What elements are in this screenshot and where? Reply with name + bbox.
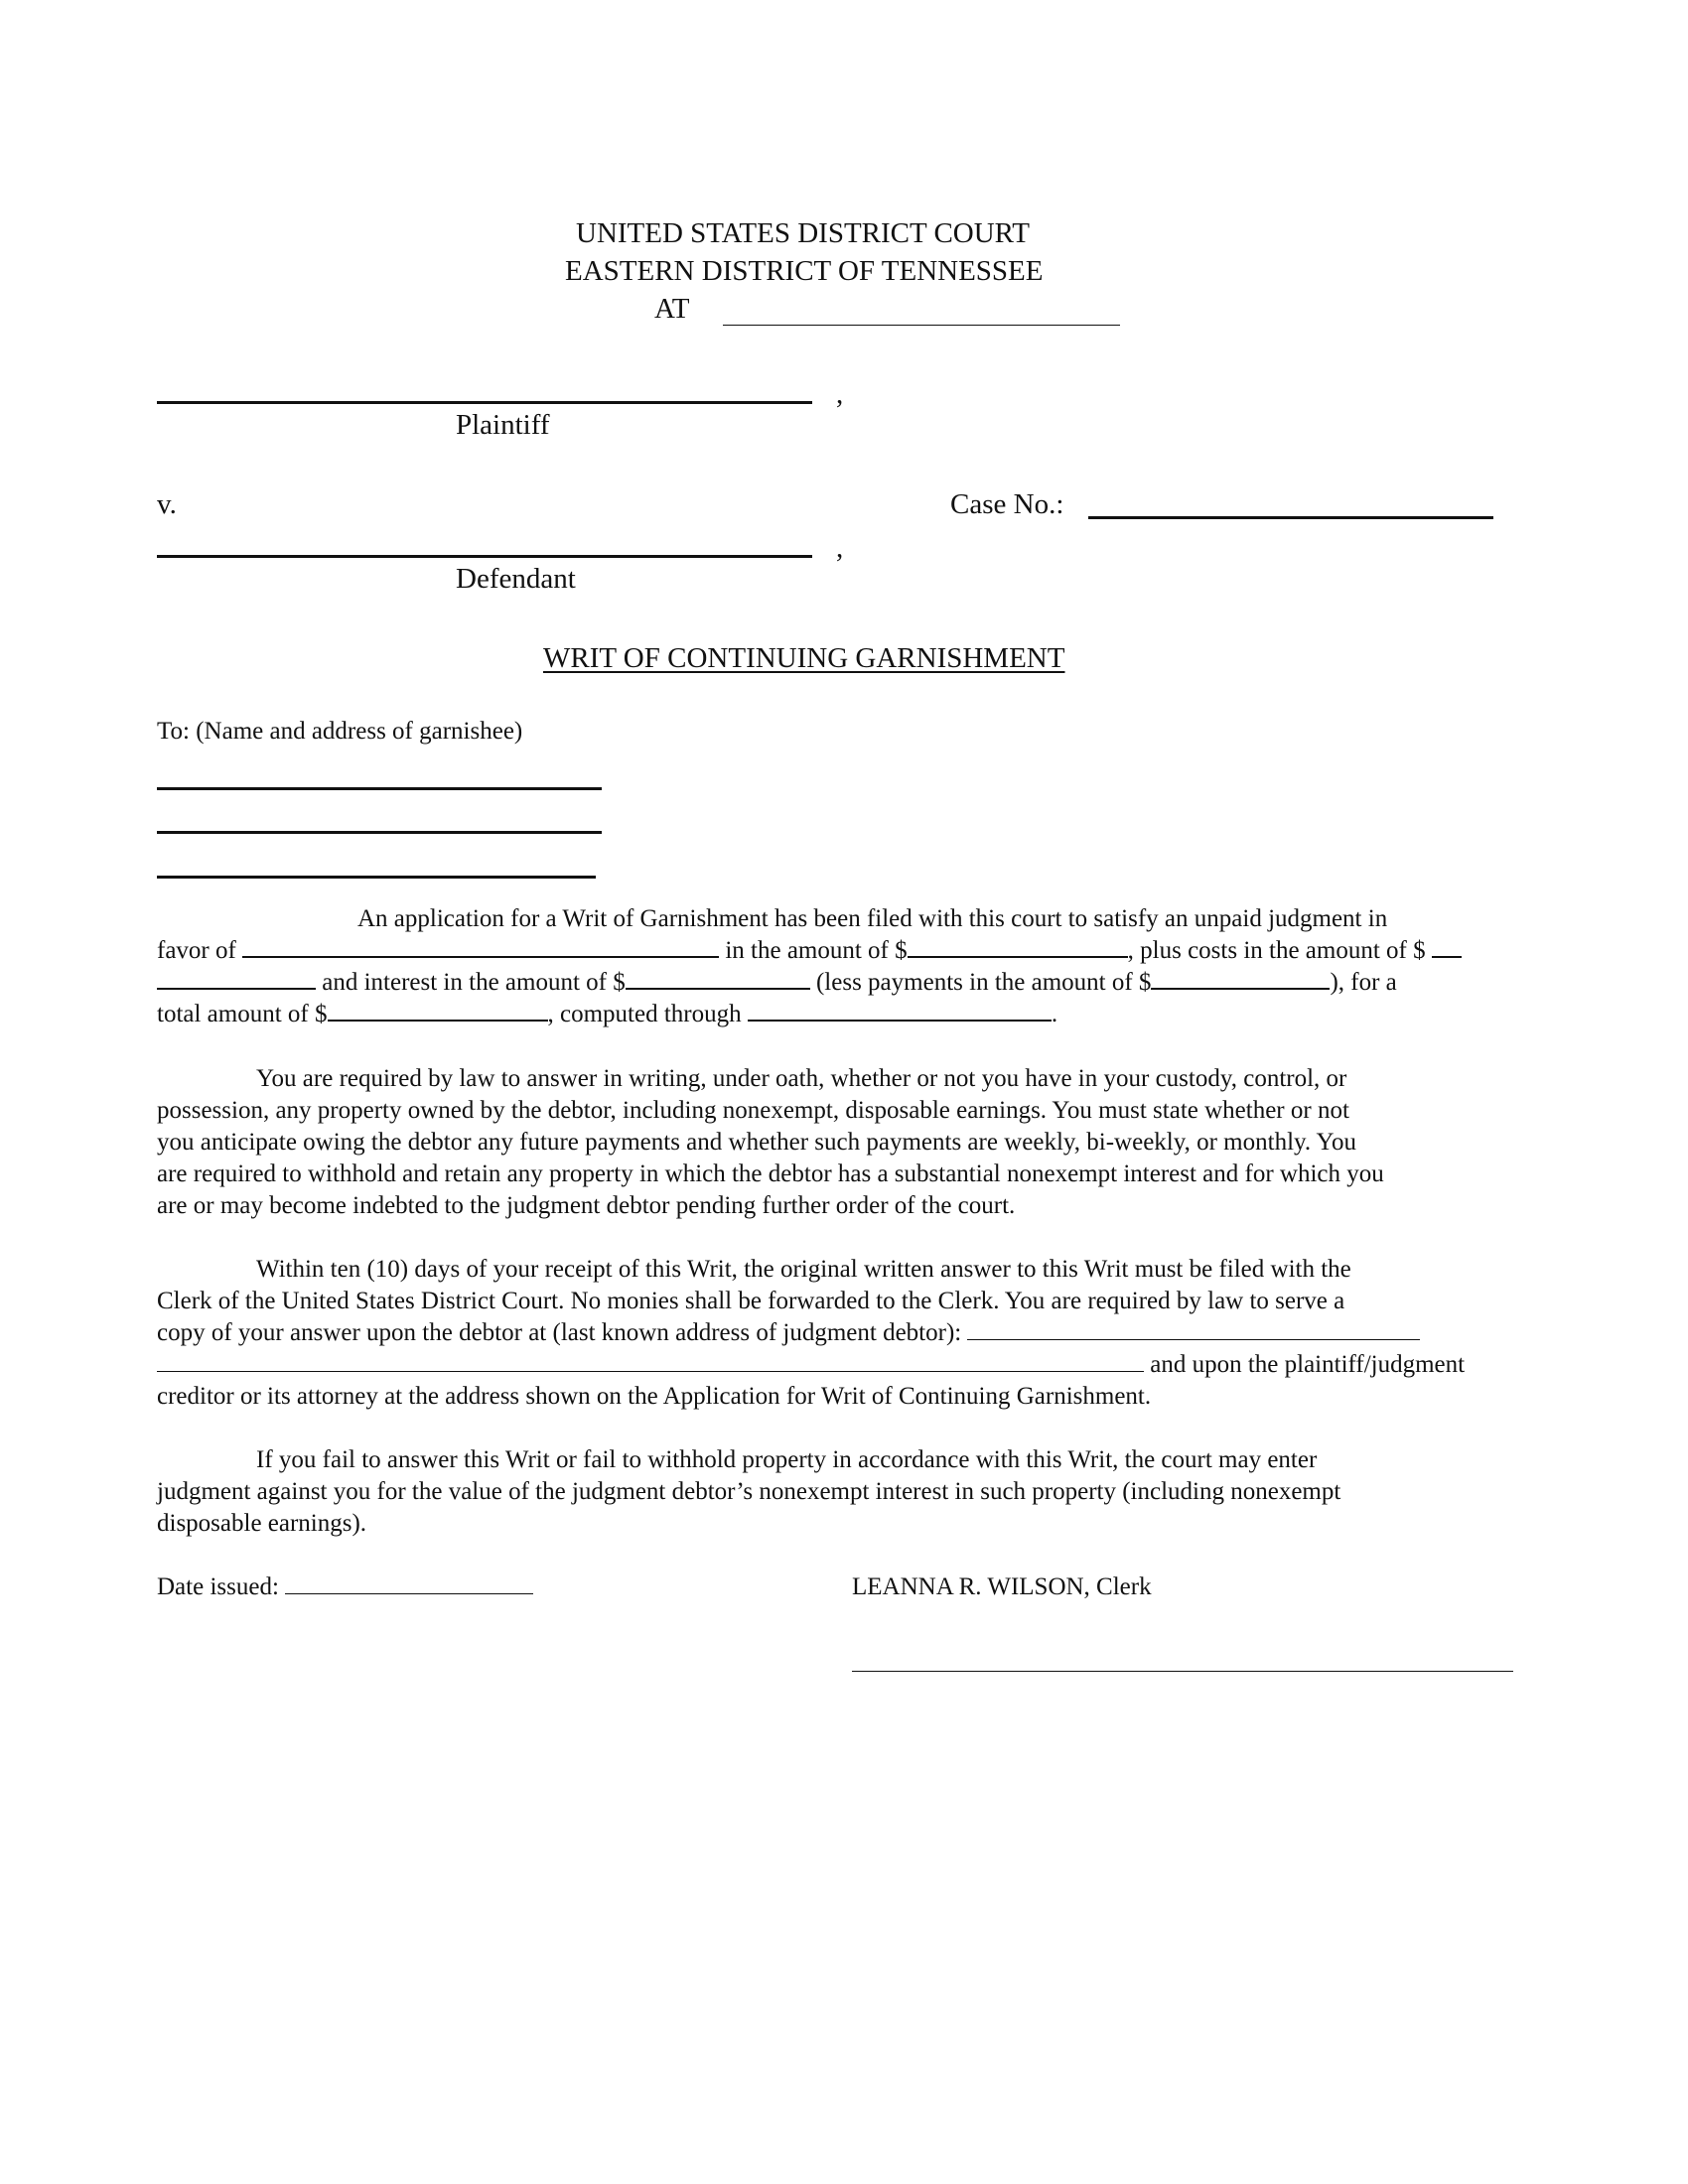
- failure-line-3: disposable earnings).: [157, 1510, 367, 1537]
- failure-line-1: If you fail to answer this Writ or fail to withhold property in accordance with this Writ, the court may enter: [256, 1446, 1318, 1473]
- case-no-label: Case No.:: [950, 488, 1064, 520]
- debtor-address-label: copy of your answer upon the debtor at (last known address of judgment debtor):: [157, 1319, 962, 1346]
- at-location-field[interactable]: [723, 325, 1120, 326]
- application-intro: An application for a Writ of Garnishment has been filed with this court to satisfy an unpaid judgment in: [357, 905, 1388, 932]
- versus-label: v.: [157, 488, 177, 520]
- plaintiff-comma: ,: [836, 378, 844, 410]
- debtor-address-field-2[interactable]: [157, 1351, 1144, 1372]
- garnishee-line-1[interactable]: [157, 787, 602, 790]
- total-amount-field[interactable]: [328, 1000, 548, 1022]
- debtor-address-field[interactable]: [967, 1319, 1420, 1340]
- filing-line-5: creditor or its attorney at the address shown on the Application for Writ of Continuing Garnishment.: [157, 1383, 1152, 1410]
- date-issued-row: [157, 1572, 533, 1602]
- court-name: UNITED STATES DISTRICT COURT: [576, 217, 1030, 249]
- filing-line-3: [157, 1318, 1420, 1348]
- payments-amount-field[interactable]: [1151, 968, 1330, 990]
- filing-line-1: Within ten (10) days of your receipt of this Writ, the original written answer to this Writ must be filed with the: [256, 1256, 1351, 1283]
- garnishee-line-3[interactable]: [157, 876, 596, 879]
- date-issued-field[interactable]: [285, 1573, 533, 1594]
- judgment-amount-field[interactable]: [908, 936, 1128, 958]
- answer-line-4: are required to withhold and retain any property in which the debtor has a substantial nonexempt interest and for which you: [157, 1160, 1384, 1187]
- defendant-name-field[interactable]: [157, 555, 812, 558]
- clerk-name: LEANNA R. WILSON, Clerk: [852, 1573, 1152, 1600]
- plaintiff-label: Plaintiff: [456, 409, 550, 441]
- application-line-2: [157, 936, 1462, 966]
- plaintiff-judgment-label: and upon the plaintiff/judgment: [1150, 1351, 1466, 1378]
- date-issued-label: Date issued:: [157, 1573, 279, 1600]
- failure-line-2: judgment against you for the value of the judgment debtor’s nonexempt interest in such property (including nonexempt: [157, 1478, 1341, 1505]
- clerk-signature-line[interactable]: [852, 1671, 1513, 1672]
- amount-label: in the amount of $: [725, 937, 908, 964]
- garnishee-label: To: (Name and address of garnishee): [157, 718, 523, 745]
- district-name: EASTERN DISTRICT OF TENNESSEE: [565, 255, 1044, 287]
- interest-amount-field[interactable]: [626, 968, 810, 990]
- answer-line-1: You are required by law to answer in writing, under oath, whether or not you have in your custody, control, or: [256, 1065, 1347, 1092]
- interest-label: and interest in the amount of $: [322, 969, 626, 996]
- for-a-label: ), for a: [1330, 969, 1397, 996]
- filing-line-2: Clerk of the United States District Court. No monies shall be forwarded to the Clerk. You are required by law to serve a: [157, 1288, 1345, 1314]
- defendant-label: Defendant: [456, 563, 576, 595]
- favor-of-label: favor of: [157, 937, 236, 964]
- defendant-comma: ,: [836, 532, 844, 564]
- case-number-field[interactable]: [1088, 516, 1493, 519]
- costs-label: , plus costs in the amount of $: [1127, 937, 1426, 964]
- answer-line-2: possession, any property owned by the debtor, including nonexempt, disposable earnings. You must state whether or not: [157, 1097, 1349, 1124]
- plaintiff-name-field[interactable]: [157, 401, 812, 404]
- costs-amount-field[interactable]: [157, 968, 316, 990]
- period: .: [1051, 1001, 1058, 1027]
- computed-through-date-field[interactable]: [748, 1000, 1052, 1022]
- answer-line-5: are or may become indebted to the judgment debtor pending further order of the court.: [157, 1192, 1016, 1219]
- at-label: AT: [654, 293, 690, 325]
- less-payments-label: (less payments in the amount of $: [815, 969, 1152, 996]
- computed-through-label: , computed through: [547, 1001, 742, 1027]
- application-line-3: [157, 968, 1397, 998]
- answer-line-3: you anticipate owing the debtor any future payments and whether such payments are weekly, bi-weekly, or monthly. You: [157, 1129, 1357, 1156]
- costs-amount-field-start[interactable]: [1432, 936, 1462, 958]
- total-amount-label: total amount of $: [157, 1001, 328, 1027]
- application-line-4: [157, 1000, 1057, 1029]
- document-title: WRIT OF CONTINUING GARNISHMENT: [543, 642, 1065, 674]
- filing-line-4: [157, 1350, 1465, 1380]
- judgment-creditor-field[interactable]: [242, 936, 719, 958]
- garnishee-line-2[interactable]: [157, 831, 602, 834]
